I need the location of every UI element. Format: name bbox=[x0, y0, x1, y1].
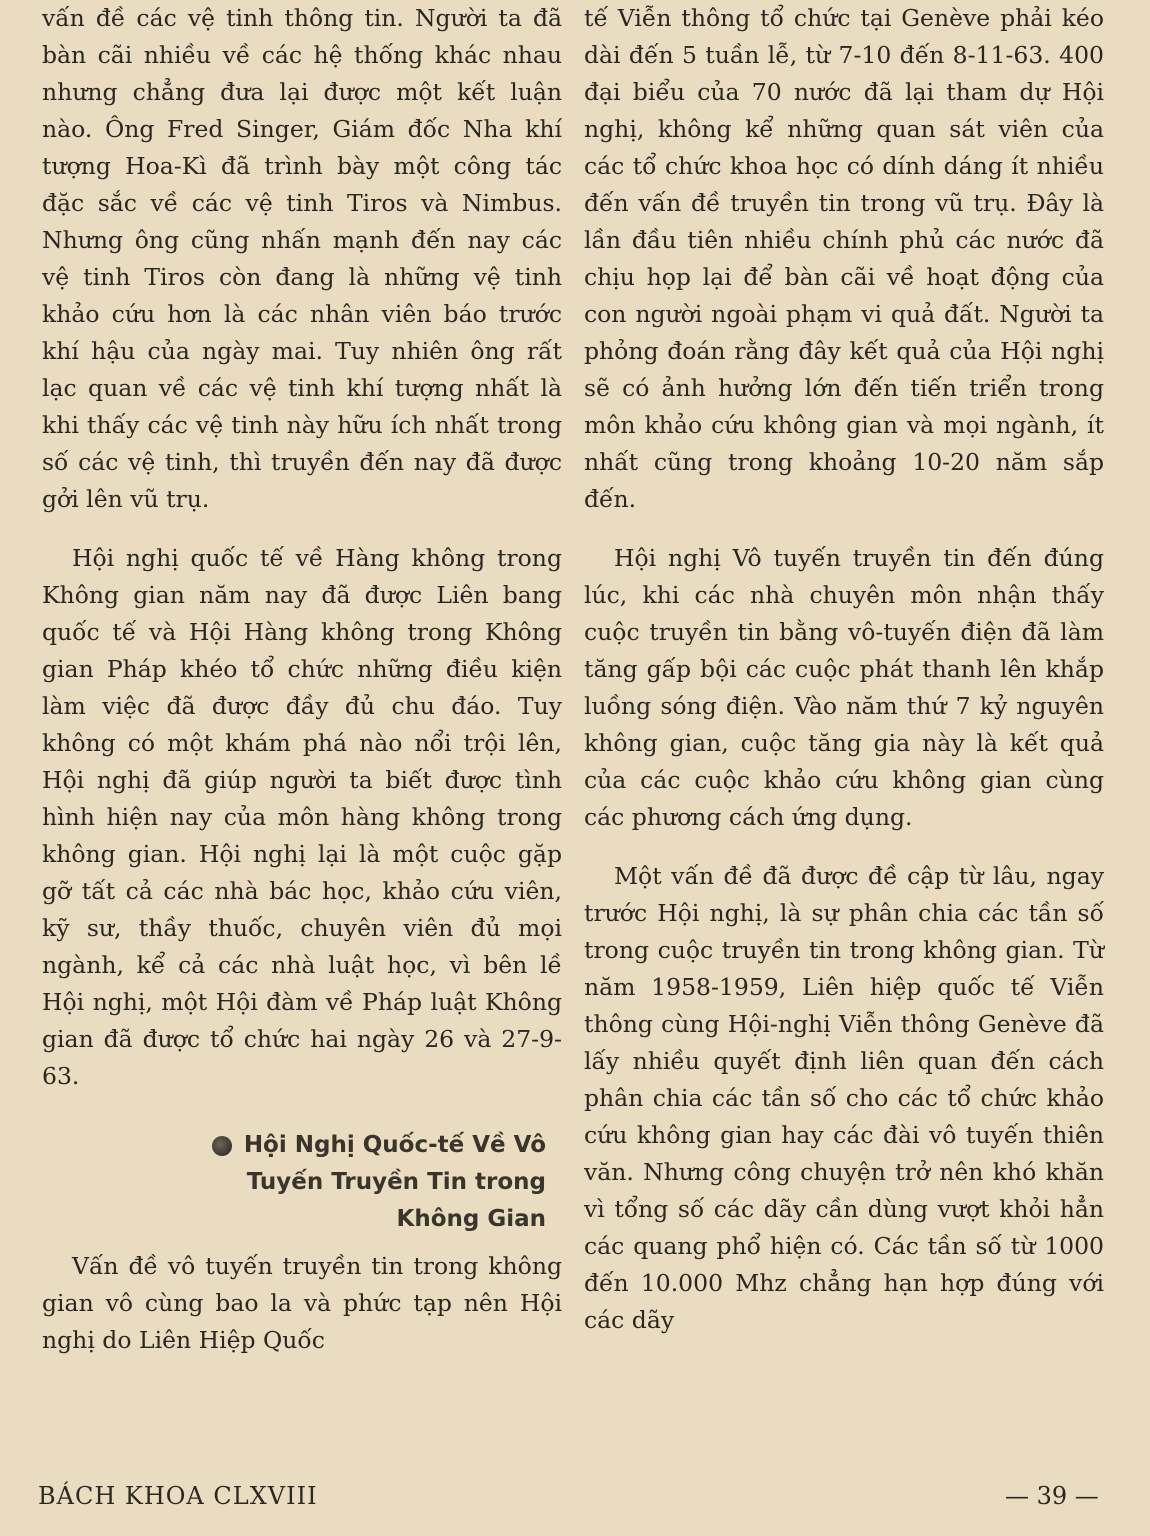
heading-line-2: Tuyến Truyền Tin trong bbox=[246, 1169, 546, 1195]
right-paragraph-2: Hội nghị Vô tuyến truyền tin đến đúng lúc, khi các nhà chuyên môn nhận thấy cuộc truyền tin bằng vô-tuyến điện đã làm tăng gấp bội các cuộc phát thanh lên khắp luồng sóng điện. Vào năm thứ 7 kỷ nguyên không gian, cuộc tăng gia này là kết quả của các cuộc khảo cứu không gian cùng các phương cách ứng dụng. bbox=[584, 544, 1104, 831]
bullet-icon bbox=[212, 1136, 232, 1156]
left-paragraph-2: Hội nghị quốc tế về Hàng không trong Không gian năm nay đã được Liên bang quốc tế và Hội Hàng không trong Không gian Pháp khéo tổ chức những điều kiện làm việc đã được đầy đủ chu đáo. Tuy không có một khám phá nào nổi trội lên, Hội nghị đã giúp người ta biết được tình hình hiện nay của môn hàng không trong không gian. Hội nghị lại là một cuộc gặp gỡ tất cả các nhà bác học, khảo cứu viên, kỹ sư, thầy thuốc, chuyên viên đủ mọi ngành, kể cả các nhà luật học, vì bên lề Hội nghị, một Hội đàm về Pháp luật Không gian đã được tổ chức hai ngày 26 và 27-9-63. bbox=[42, 544, 562, 1090]
left-paragraph-3: Vấn đề vô tuyến truyền tin trong không gian vô cùng bao la và phức tạp nên Hội nghị do Liên Hiệp Quốc bbox=[42, 1252, 562, 1354]
magazine-footer: BÁCH KHOA CLXVIII bbox=[38, 1482, 318, 1510]
right-paragraph-3: Một vấn đề đã được đề cập từ lâu, ngay trước Hội nghị, là sự phân chia các tần số trong cuộc truyền tin trong không gian. Từ năm 1958-1959, Liên hiệp quốc tế Viễn thông cùng Hội-nghị Viễn thông Genève đã lấy nhiều quyết định liên quan đến cách phân chia các tần số cho các tổ chức khảo cứu không gian hay các đài vô tuyến thiên văn. Nhưng công chuyện trở nên khó khăn vì tổng số các dãy cần dùng vượt khỏi hẳn các quang phổ hiện có. Các tần số từ 1000 đến 10.000 Mhz chẳng hạn hợp đúng với các dãy bbox=[584, 862, 1104, 1334]
heading-line-1: Hội Nghị Quốc-tế Về Vô bbox=[243, 1132, 546, 1158]
left-column bbox=[42, 0, 562, 1359]
right-column bbox=[584, 0, 1104, 1339]
heading-line-3: Không Gian bbox=[396, 1206, 546, 1232]
section-heading bbox=[42, 1127, 562, 1238]
page-number: — 39 — bbox=[1005, 1482, 1099, 1510]
right-paragraph-1: tế Viễn thông tổ chức tại Genève phải kéo dài đến 5 tuần lễ, từ 7-10 đến 8-11-63. 400 đại biểu của 70 nước đã lại tham dự Hội nghị, không kể những quan sát viên của các tổ chức khoa học có dính dáng ít nhiều đến vấn đề truyền tin trong vũ trụ. Đây là lần đầu tiên nhiều chính phủ các nước đã chịu họp lại để bàn cãi về hoạt động của con người ngoài phạm vi quả đất. Người ta phỏng đoán rằng đây kết quả của Hội nghị sẽ có ảnh hưởng lớn đến tiến triển trong môn khảo cứu không gian và mọi ngành, ít nhất cũng trong khoảng 10-20 năm sắp đến. bbox=[584, 4, 1104, 513]
left-paragraph-1: vấn đề các vệ tinh thông tin. Người ta đã bàn cãi nhiều về các hệ thống khác nhau nhưng chẳng đưa lại được một kết luận nào. Ông Fred Singer, Giám đốc Nha khí tượng Hoa-Kì đã trình bày một công tác đặc sắc về các vệ tinh Tiros và Nimbus. Nhưng ông cũng nhấn mạnh đến nay các vệ tinh Tiros còn đang là những vệ tinh khảo cứu hơn là các nhân viên báo trước khí hậu của ngày mai. Tuy nhiên ông rất lạc quan về các vệ tinh khí tượng nhất là khi thấy các vệ tinh này hữu ích nhất trong số các vệ tinh, thì truyền đến nay đã được gởi lên vũ trụ. bbox=[42, 4, 562, 513]
